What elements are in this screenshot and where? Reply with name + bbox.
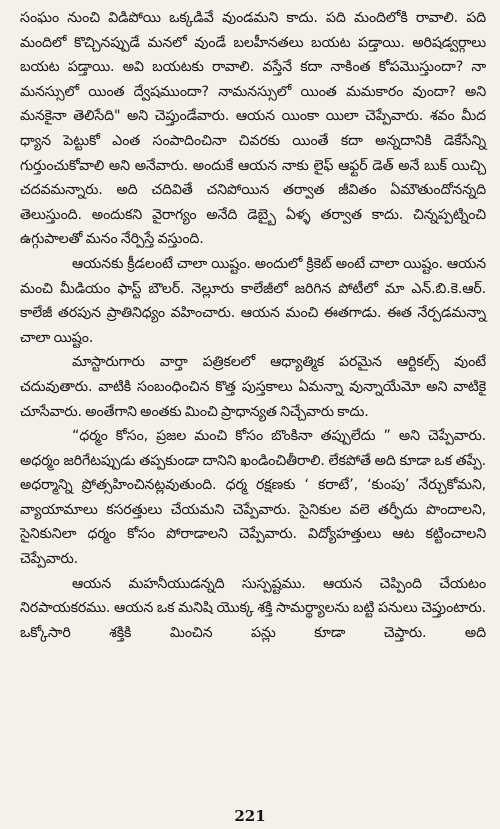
- paragraph-3: మాస్టారుగారు వార్తా పత్రికలలో ఆధ్యాత్మిక పరమైన ఆర్టికల్స్ వుంటే చదువుతారు. వాటికి సంబంధించిన కొత్త పుస్తకాలు ఏమన్నా వున్నాయేమో అని వాటికై చూసేవారు. అంతేగాని అంతకు మించి ప్రాధాన్యత నిచ్చేవారు కాదు.: [20, 354, 486, 420]
- paragraph-5: ఆయన మహనీయుడన్నది సుస్పష్టము. ఆయన చెప్పింది చేయటం నిరపాయకరము. ఆయన ఒక మనిషి యొక్క శక్తి సామర్థ్యాలను బట్టి పనులు చెప్తుంటారు. ఒక్కోసారి శక్తికి మించిన పన్లు కూడా చెప్తారు. అది: [20, 575, 486, 641]
- paragraph-2: ఆయనకు క్రీడలంటే చాలా యిష్టం. అందులో క్రికెట్ అంటే చాలా యిష్టం. ఆయన మంచి మీడియం ఫాస్ట్ బౌలర్. నెల్లూరు కాలేజీలో జరిగిన పోటీలో మా ఎన్.బి.కె.ఆర్. కాలేజీ తరపున ప్రాతినిధ్యం వహించారు. ఆయన మంచి ఈతగాడు. ఈత నేర్పడమన్నా చాలా యిష్టం.: [20, 255, 486, 346]
- paragraph-1: సంఘం నుంచి విడిపోయి ఒక్కడివే వుండమని కాదు. పది మందిలోకి రావాలి. పది మందిలో కొచ్చినప్పుడే మనలో వుండే బలహీనతలు బయట పడ్తాయి. అరిషడ్వర్గాలు బయట పడ్తాయి. అవి బయటకు రావాలి. వస్తేనే కదా నాకింత కోపమొస్తుందా? నా మనస్సులో యింత ద్వేషముందా? నామనస్సులో యింత మమకారం వుందా? అని మనకైనా తెలిసేది" అని చెప్తుండేవారు. ఆయన యింకా యిలా చెప్పేవారు. శవం మీద ధ్యాన పెట్టుకో ఎంత సంపాదించినా చివరకు యింతే కదా అన్నదానికి డెకేసేన్ని గుర్తుంచుకోవాలి అని అనేవారు. అందుకే ఆయన నాకు లైఫ్ ఆఫ్టర్ డెత్ అనే బుక్ యిచ్చి చదవమన్నారు. అది చదివితే చనిపోయిన తర్వాత జీవితం ఏమౌతుందోనన్నది తెలుస్తుంది. అందుకని వైరాగ్యం అనేది డెబ్బై ఏళ్ళ తర్వాత కాదు. చిన్నప్పట్నించి ఉగ్గుపాలతో మనం నేర్పిస్తే వస్తుంది.: [20, 10, 486, 248]
- page-number: 221: [234, 807, 266, 825]
- paragraph-4: “ధర్మం కోసం, ప్రజల మంచి కోసం బొంకినా తప్పులేదు ” అని చెప్పేవారు. అధర్మం జరిగేటప్పుడు తప్పకుండా దానిని ఖండించితీరాలి. లేకపోతే అది కూడా ఒక తప్పే. అధర్మాన్ని ప్రోత్సహించినట్లవుతుంది. ధర్మ రక్షణకు ‘ కరాటే’, ‘కుంపు’ నేర్చుకోమని, వ్యాయామాలు కసరత్తులు చేయమని చెప్పేవారు. సైనికుల వలె తర్ఫీదు పొందాలని, సైనికునిలా ధర్మం కోసం పోరాడాలని చెప్పేవారు. విద్యోహత్తులు ఆట కట్టించాలని చెప్పేవారు.: [20, 428, 486, 568]
